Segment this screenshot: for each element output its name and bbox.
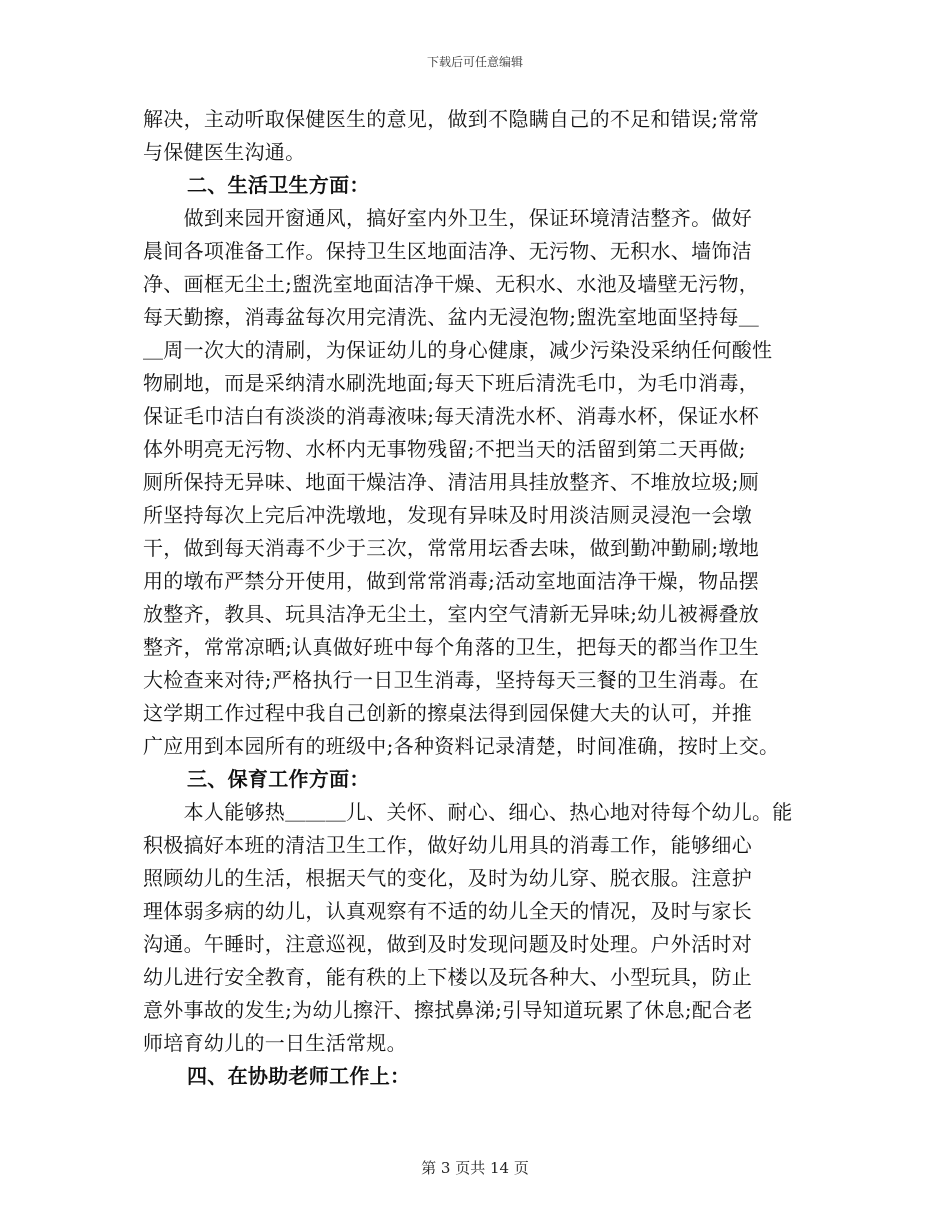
text-line: 广应用到本园所有的班级中;各种资料记录清楚，时间准确，按时上交。 [143, 734, 780, 758]
text-line: 晨间各项准备工作。保持卫生区地面洁净、无污物、无积水、墙饰洁 [143, 239, 752, 263]
text-line: 干，做到每天消毒不少于三次，常常用坛香去味，做到勤冲勤刷;墩地 [143, 536, 760, 560]
text-line: 与保健医生沟通。 [143, 140, 306, 164]
section-heading: 二、生活卫生方面： [187, 173, 370, 197]
text-line: ＿周一次大的清刷，为保证幼儿的身心健康，减少污染没采纳任何酸性 [143, 338, 773, 362]
text-line: 这学期工作过程中我自己创新的擦桌法得到园保健大夫的认可，并推 [143, 701, 752, 725]
text-line: 照顾幼儿的生活，根据天气的变化，及时为幼儿穿、脱衣服。注意护 [143, 866, 752, 890]
text-line: 保证毛巾洁白有淡淡的消毒液味;每天清洗水杯、消毒水杯，保证水杯 [143, 404, 760, 428]
text-line: 做到来园开窗通风，搞好室内外卫生，保证环境清洁整齐。做好 [143, 206, 752, 230]
document-body [143, 103, 809, 1093]
text-line: 幼儿进行安全教育，能有秩的上下楼以及玩各种大、小型玩具，防止 [143, 965, 752, 989]
text-line: 解决，主动听取保健医生的意见，做到不隐瞒自己的不足和错误;常常 [143, 107, 760, 131]
text-line: 理体弱多病的幼儿，认真观察有不适的幼儿全天的情况，及时与家长 [143, 899, 752, 923]
text-line: 物刷地，而是采纳清水刷洗地面;每天下班后清洗毛巾，为毛巾消毒， [143, 371, 760, 395]
page-header: 下载后可任意编辑 [426, 55, 523, 69]
section-heading: 四、在协助老师工作上： [187, 1064, 411, 1088]
section-heading: 三、保育工作方面： [187, 767, 370, 791]
page-footer: 第 3 页共 14 页 [421, 1159, 529, 1177]
text-line: 放整齐，教具、玩具洁净无尘土，室内空气清新无异味;幼儿被褥叠放 [143, 602, 760, 626]
text-line: 意外事故的发生;为幼儿擦汗、擦拭鼻涕;引导知道玩累了休息;配合老 [143, 998, 753, 1022]
text-line: 积极搞好本班的清洁卫生工作，做好幼儿用具的消毒工作，能够细心 [143, 833, 752, 857]
text-line: 沟通。午睡时，注意巡视，做到及时发现问题及时处理。户外活时对 [143, 932, 752, 956]
text-line: 厕所保持无异味、地面干燥洁净、清洁用具挂放整齐、不堆放垃圾;厕 [143, 470, 760, 494]
text-line: 整齐，常常凉晒;认真做好班中每个角落的卫生，把每天的都当作卫生 [143, 635, 760, 659]
text-line: 体外明亮无污物、水杯内无事物残留;不把当天的活留到第二天再做; [143, 437, 746, 461]
text-line: 师培育幼儿的一日生活常规。 [143, 1031, 407, 1055]
text-line: 大检查来对待;严格执行一日卫生消毒，坚持每天三餐的卫生消毒。在 [143, 668, 760, 692]
text-line: 所坚持每次上完后冲洗墩地，发现有异味及时用淡洁厕灵浸泡一会墩 [143, 503, 752, 527]
text-line: 本人能够热＿＿＿儿、关怀、耐心、细心、热心地对待每个幼儿。能 [143, 800, 793, 824]
text-line: 净、画框无尘土;盥洗室地面洁净干燥、无积水、水池及墙壁无污物， [143, 272, 760, 296]
text-line: 每天勤擦，消毒盆每次用完清洗、盆内无浸泡物;盥洗室地面坚持每＿ [143, 305, 760, 329]
text-line: 用的墩布严禁分开使用，做到常常消毒;活动室地面洁净干燥，物品摆 [143, 569, 760, 593]
